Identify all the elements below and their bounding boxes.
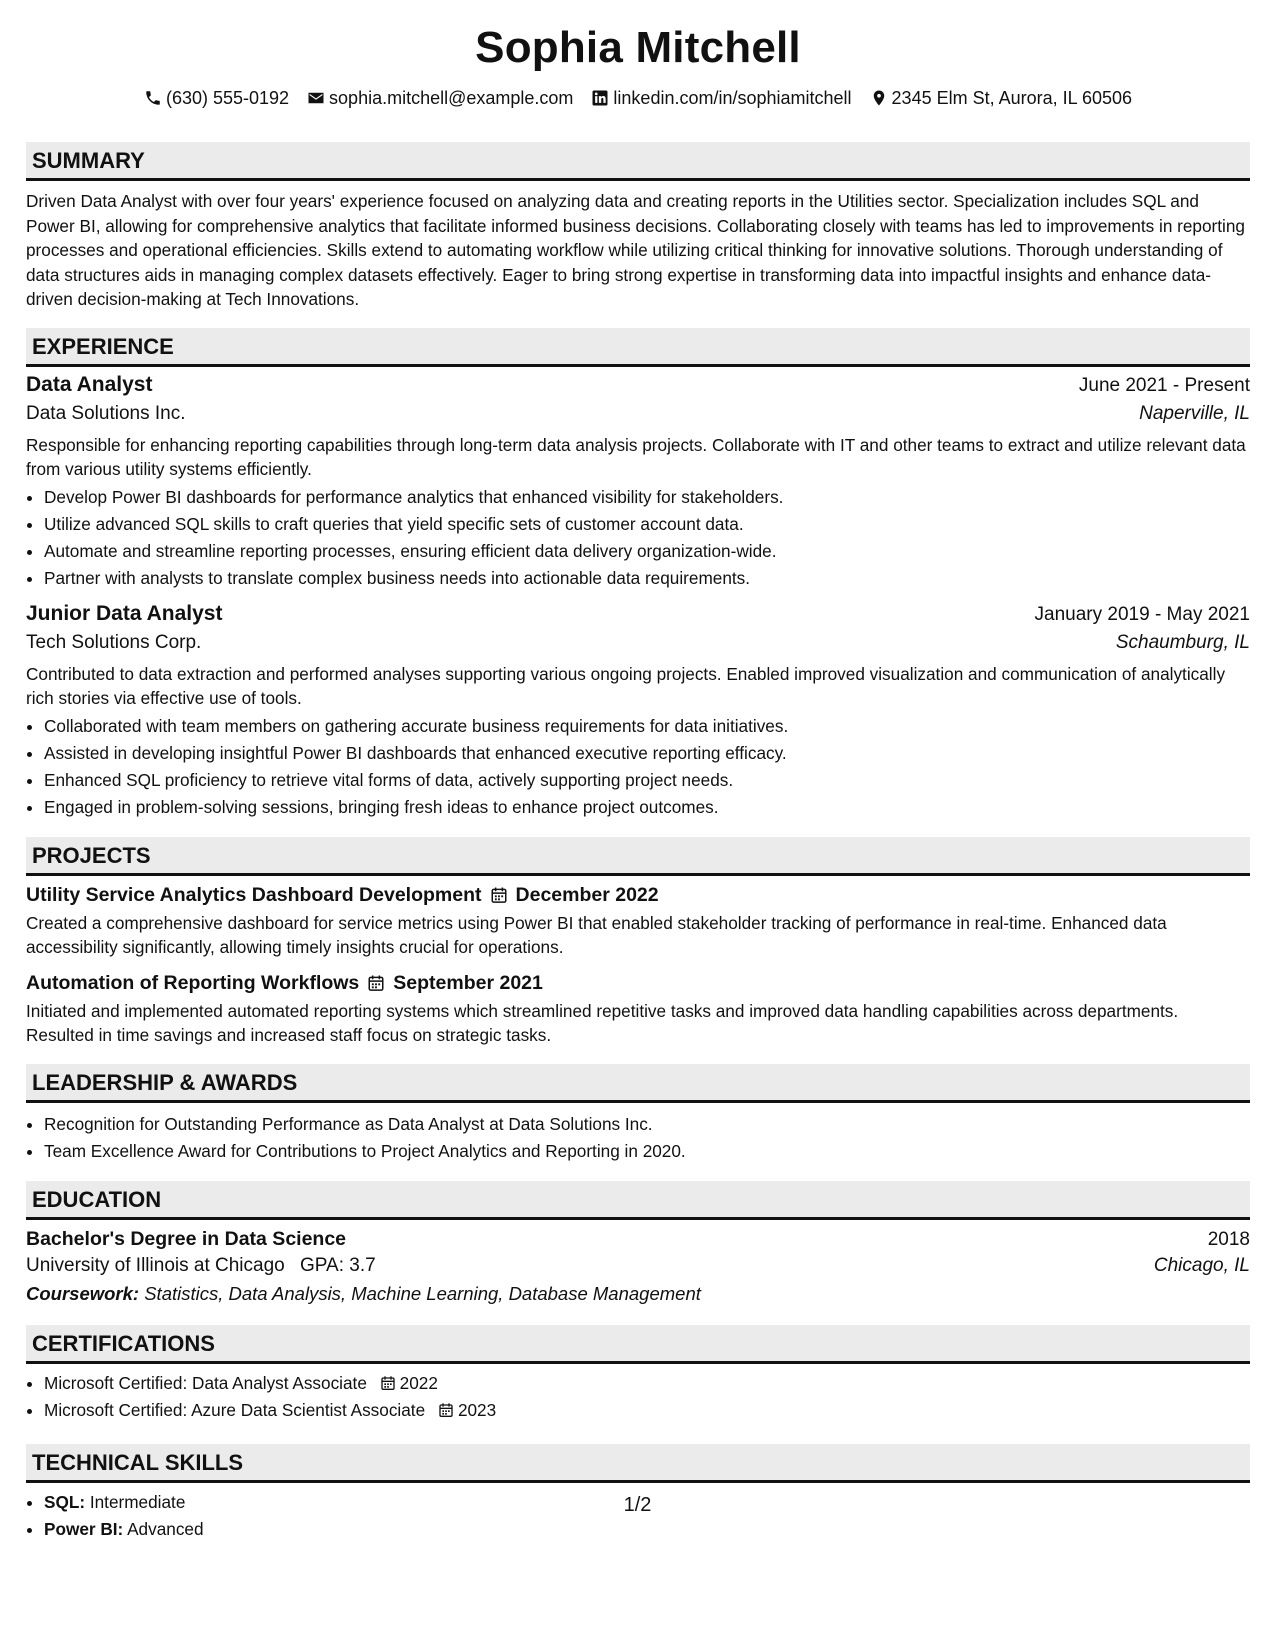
summary-text: Driven Data Analyst with over four years' experience focused on analyzing data and creating reports in the Utilities sector. Specialization includes SQL and Power BI, allowing for comprehensive analytics that facilitate informed business decisions. Collaborating closely with teams has led to improvements in reporting processes and operational efficiencies. Skills extend to automating workflow while utilizing critical thinking for innovative solutions. Thorough understanding of data structures aids in managing complex datasets effectively. Eager to bring strong expertise in transforming data into impactful insights and enhance data-driven decision-making at Tech Innovations. <box>26 191 1245 309</box>
project-entry <box>26 972 1250 1048</box>
email-text[interactable]: sophia.mitchell@example.com <box>329 87 574 108</box>
skill-level: Advanced <box>127 1518 204 1539</box>
education-entry <box>26 1228 1250 1305</box>
skill-level: Intermediate <box>89 1491 186 1512</box>
list-item: • Team Excellence Award for Contributions to Project Analytics and Reporting in 2020. <box>44 1138 1250 1165</box>
job-title: Junior Data Analyst <box>26 601 223 625</box>
skill-name: Power BI: <box>44 1518 124 1539</box>
leadership-list <box>26 1111 1250 1165</box>
job-entry <box>26 602 1250 821</box>
list-item: • Engaged in problem-solving sessions, bringing fresh ideas to enhance project outcomes. <box>44 794 1250 821</box>
degree: Bachelor's Degree in Data Science <box>26 1227 347 1250</box>
job-description: Responsible for enhancing reporting capabilities through long-term data analysis projects. Collaborate with IT and other teams to extract and utilize relevant data from various utility systems efficiently. <box>26 434 1246 479</box>
contact-address <box>870 88 1133 109</box>
list-item: • Recognition for Outstanding Performance as Data Analyst at Data Solutions Inc. <box>44 1111 1250 1138</box>
list-item: • Automate and streamline reporting processes, ensuring efficient data delivery organization-wide. <box>44 538 1250 565</box>
project-title: Utility Service Analytics Dashboard Development <box>26 883 482 906</box>
graduation-year: 2018 <box>1207 1228 1250 1250</box>
project-date: December 2022 <box>515 883 659 906</box>
certification-name: Microsoft Certified: Azure Data Scientist Associate <box>44 1399 426 1420</box>
map-pin-icon <box>870 89 888 107</box>
project-date: September 2021 <box>393 971 543 994</box>
coursework <box>26 1283 1250 1305</box>
candidate-name: Sophia Mitchell <box>475 23 801 72</box>
page-number: 1/2 <box>623 1494 652 1516</box>
projects-heading: PROJECTS <box>26 837 1250 876</box>
school: University of Illinois at Chicago <box>26 1254 285 1276</box>
project-entry <box>26 884 1250 960</box>
list-item: • Develop Power BI dashboards for performance analytics that enhanced visibility for stakeholders. <box>44 484 1250 511</box>
job-description: Contributed to data extraction and performed analyses supporting various ongoing projects. Enabled improved visualization and communication of analytically rich stories via effective use of tools. <box>26 663 1226 708</box>
contact-email[interactable] <box>307 88 573 109</box>
skills-heading: TECHNICAL SKILLS <box>26 1444 1250 1483</box>
calendar-icon <box>367 974 385 992</box>
gpa: GPA: 3.7 <box>300 1254 376 1276</box>
address-text: 2345 Elm St, Aurora, IL 60506 <box>891 87 1133 108</box>
calendar-icon <box>490 886 508 904</box>
coursework-list: Statistics, Data Analysis, Machine Learning, Database Management <box>144 1282 701 1304</box>
project-title: Automation of Reporting Workflows <box>26 971 360 994</box>
job-bullets <box>26 713 1250 821</box>
certification-year: 2022 <box>399 1372 438 1393</box>
contact-phone <box>144 88 289 109</box>
skill-name: SQL: <box>44 1491 86 1512</box>
job-location: Schaumburg, IL <box>1115 631 1250 653</box>
certifications-heading: CERTIFICATIONS <box>26 1325 1250 1364</box>
education-location: Chicago, IL <box>1153 1254 1250 1276</box>
list-item: • Enhanced SQL proficiency to retrieve vital forms of data, actively supporting project needs. <box>44 767 1250 794</box>
phone-icon <box>144 89 162 107</box>
list-item: • Partner with analysts to translate complex business needs into actionable data requirements. <box>44 565 1250 592</box>
certifications-list <box>26 1370 1250 1424</box>
calendar-icon <box>380 1375 396 1391</box>
resume-page <box>26 20 1250 1543</box>
job-dates: June 2021 - Present <box>1078 374 1250 396</box>
job-entry <box>26 373 1250 592</box>
list-item <box>44 1397 1250 1424</box>
contact-linkedin[interactable] <box>591 88 851 109</box>
project-description: Initiated and implemented automated reporting systems which streamlined repetitive tasks and improved data handling capabilities across departments. Resulted in time savings and increased staff focus on strategic tasks. <box>26 1000 1179 1045</box>
certification-year: 2023 <box>457 1399 497 1420</box>
list-item: • Assisted in developing insightful Power BI dashboards that enhanced executive reporting efficacy. <box>44 740 1250 767</box>
list-item <box>44 1370 1250 1397</box>
linkedin-icon <box>591 89 609 107</box>
calendar-icon <box>438 1402 454 1418</box>
list-item: • Collaborated with team members on gathering accurate business requirements for data initiatives. <box>44 713 1250 740</box>
envelope-icon <box>307 89 325 107</box>
education-heading: EDUCATION <box>26 1181 1250 1220</box>
contact-bar <box>26 84 1250 112</box>
job-dates: January 2019 - May 2021 <box>1034 603 1250 625</box>
job-company: Data Solutions Inc. <box>26 402 186 424</box>
job-bullets <box>26 484 1250 592</box>
leadership-heading: LEADERSHIP & AWARDS <box>26 1064 1250 1103</box>
list-item <box>44 1516 1250 1543</box>
coursework-label: Coursework: <box>26 1282 140 1304</box>
project-description: Created a comprehensive dashboard for service metrics using Power BI that enabled stakeholder tracking of performance in real-time. Enhanced data accessibility significantly, allowing timely insights crucial for operations. <box>26 912 1167 957</box>
job-title: Data Analyst <box>26 372 153 396</box>
summary-heading: SUMMARY <box>26 142 1250 181</box>
certification-name: Microsoft Certified: Data Analyst Associate <box>44 1372 367 1393</box>
linkedin-text[interactable]: linkedin.com/in/sophiamitchell <box>613 87 852 108</box>
experience-heading: EXPERIENCE <box>26 328 1250 367</box>
list-item: • Utilize advanced SQL skills to craft queries that yield specific sets of customer account data. <box>44 511 1250 538</box>
phone-text: (630) 555-0192 <box>165 87 290 108</box>
job-company: Tech Solutions Corp. <box>26 631 202 653</box>
job-location: Naperville, IL <box>1139 402 1250 424</box>
